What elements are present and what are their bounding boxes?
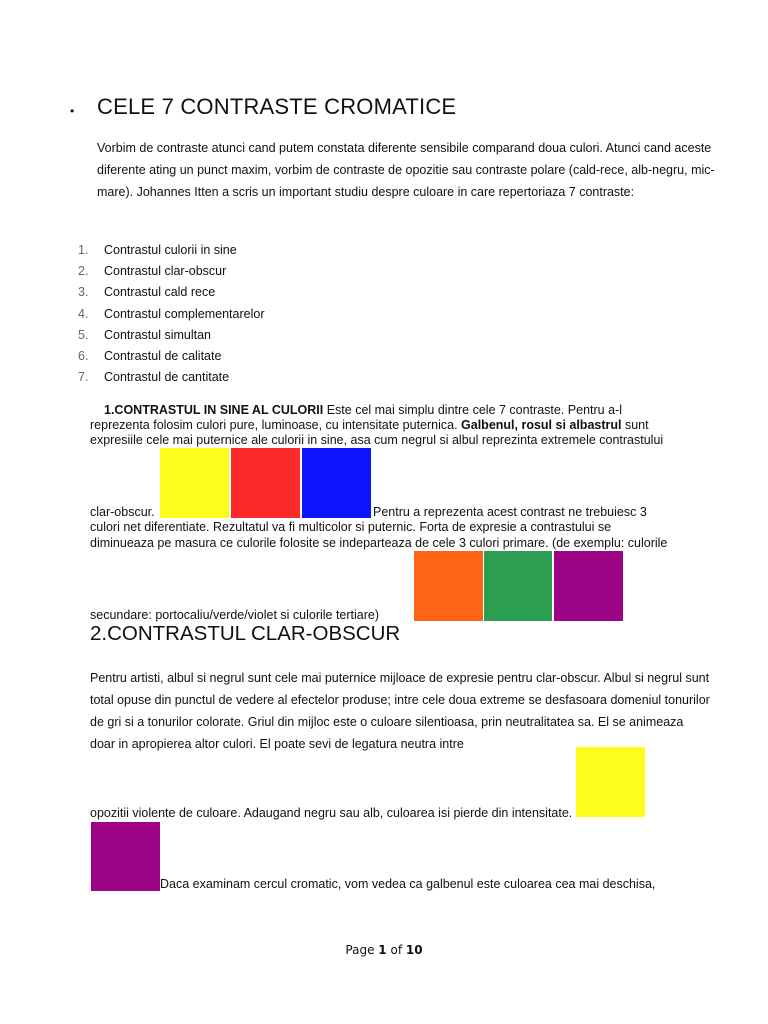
section2-line-opozitii: opozitii violente de culoare. Adaugand negru sau alb, culoarea isi pierde din intensitate. (90, 806, 573, 820)
section1-text: sunt (621, 418, 649, 432)
section1-line-4b: Pentru a reprezenta acest contrast ne trebuiesc 3 (373, 505, 647, 519)
footer-of: of (386, 943, 406, 957)
section1-line-3: expresiile cele mai puternice ale culorii in sine, asa cum negrul si albul reprezinta extremele contrastului (90, 433, 664, 447)
section1-line-4a: clar-obscur. (90, 505, 155, 519)
list-item-label: Contrastul clar-obscur (104, 264, 227, 279)
footer-prefix: Page (345, 943, 379, 957)
intro-paragraph: Vorbim de contraste atunci cand putem constata diferente sensibile comparand doua culori. Atunci cand aceste diferente ating un punct maxim, vorbim de contraste de opozitie sau contraste polare (cald-rece, alb-negru, mic-mare). Johannes Itten a scris un important studiu despre culoare in care repertoriaza 7 contraste: (97, 141, 715, 199)
section2-heading: 2.CONTRASTUL CLAR-OBSCUR (90, 622, 401, 645)
current-page: 1 (378, 943, 387, 957)
list-number: 5. (78, 327, 89, 342)
page-title: CELE 7 CONTRASTE CROMATICE (97, 94, 457, 119)
list-number: 7. (78, 370, 89, 385)
list-item (78, 282, 265, 303)
green-swatch (484, 551, 552, 621)
total-pages: 10 (405, 943, 423, 957)
heading-bullet: • (70, 104, 75, 118)
section1-line-2 (90, 418, 649, 433)
list-item-label: Contrastul culorii in sine (104, 243, 237, 257)
page-number (0, 943, 768, 957)
list-item-label: Contrastul simultan (104, 327, 211, 342)
list-item-label: Contrastul complementarelor (104, 306, 265, 321)
section1-line-7: secundare: portocaliu/verde/violet si culorile tertiare) (90, 608, 380, 622)
section1-heading: 1.CONTRASTUL IN SINE AL CULORII (104, 403, 324, 417)
list-number: 2. (78, 264, 89, 279)
list-item (78, 240, 265, 261)
yellow-swatch-2 (576, 747, 645, 817)
section1-text: Este cel mai simplu dintre cele 7 contraste. Pentru a-l (323, 403, 622, 417)
yellow-swatch (160, 448, 229, 518)
blue-swatch (302, 448, 371, 518)
orange-swatch (414, 551, 483, 621)
purple-swatch-2 (91, 822, 160, 891)
list-number: 6. (78, 348, 89, 363)
list-item (78, 325, 265, 346)
contrast-list (78, 240, 265, 388)
list-number: 1. (78, 243, 89, 257)
list-item (78, 367, 265, 388)
section1-line-1 (104, 403, 622, 418)
red-swatch (231, 448, 300, 518)
list-item-label: Contrastul de calitate (104, 348, 222, 363)
section1-line-6: diminueaza pe masura ce culorile folosite se indeparteaza de cele 3 culori primare. (de exemplu: culorile (90, 536, 668, 550)
list-item (78, 261, 265, 282)
list-item-label: Contrastul de cantitate (104, 370, 230, 385)
list-number: 4. (78, 306, 89, 321)
list-item (78, 346, 265, 367)
section2-line-last: Daca examinam cercul cromatic, vom vedea ca galbenul este culoarea cea mai deschisa, (160, 877, 656, 891)
list-item (78, 304, 265, 325)
list-item-label: Contrastul cald rece (104, 285, 216, 300)
section2-paragraph: Pentru artisti, albul si negrul sunt cele mai puternice mijloace de expresie pentru clar-obscur. Albul si negrul sunt total opuse din punctul de vedere al efectelor produse; intre cele doua extreme se desfasoara domeniul tonurilor de gri si a tonurilor colorate. Griul din mijloc este o culoare silentioasa, prin neutralitatea sa. El se animeaza doar in apropierea altor culori. El poate sevi de legatura neutra intre (90, 671, 710, 751)
section1-line-5: culori net diferentiate. Rezultatul va fi multicolor si puternic. Forta de expresie a contrastului se (90, 520, 612, 534)
list-number: 3. (78, 285, 89, 300)
primary-colors-emphasis: Galbenul, rosul si albastrul (461, 418, 622, 432)
section1-text: reprezenta folosim culori pure, luminoase, cu intensitate puternica. (90, 418, 462, 432)
purple-swatch (554, 551, 623, 621)
